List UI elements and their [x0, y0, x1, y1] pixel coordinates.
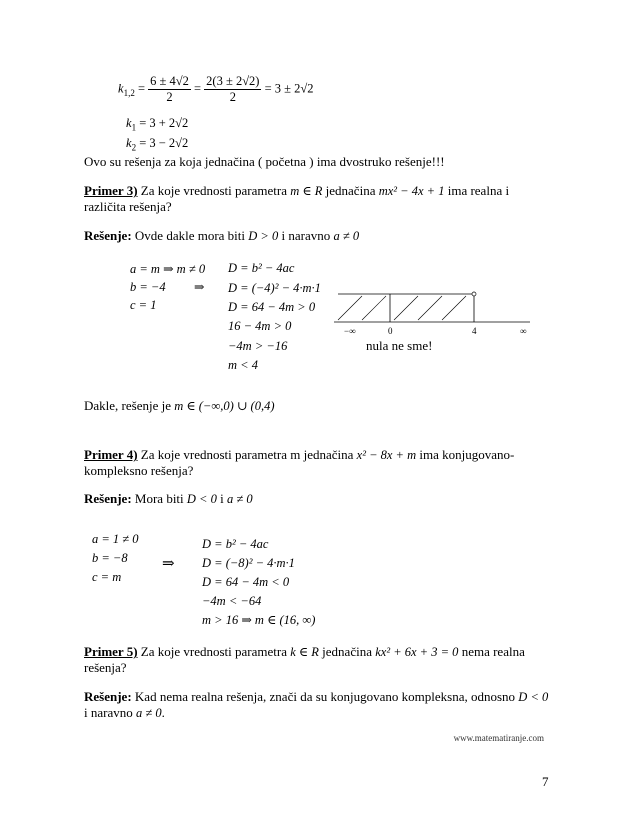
primer4-step-4: −4m < −64: [202, 594, 262, 608]
primer5-cond-d: D < 0: [518, 690, 549, 704]
k12-fraction-2-numerator: 2(3 ± 2√2): [206, 74, 260, 88]
primer4-resenje-label: Rešenje:: [84, 491, 132, 506]
primer5-label: Primer 5): [84, 644, 138, 659]
k1-symbol: k: [126, 116, 132, 130]
primer3-resenje: [84, 228, 359, 244]
k12-symbol: k: [118, 81, 124, 96]
primer3-step-6: m < 4: [228, 358, 258, 372]
k12-fraction-2-denominator: 2: [229, 90, 236, 104]
primer3-text-c: ima realna i: [447, 183, 510, 198]
label-plus-inf: ∞: [520, 326, 527, 336]
open-point-4: [472, 292, 476, 296]
primer3-and: i naravno: [281, 228, 331, 243]
k1-formula: [126, 116, 188, 133]
primer4-and: i: [220, 491, 224, 506]
primer3-conclusion: [84, 398, 275, 414]
primer3-conclusion-math: m ∈ (−∞,0) ∪ (0,4): [174, 399, 275, 413]
primer5-text-b: jednačina: [322, 644, 372, 659]
primer3-text-b: jednačina: [325, 183, 376, 198]
primer4-step-5: m > 16 ⇒ m ∈ (16, ∞): [202, 613, 316, 627]
primer3-equation: mx² − 4x + 1: [378, 184, 445, 198]
primer4-step-1: D = b² − 4ac: [202, 537, 269, 551]
conclusion-double-root: Ovo su rešenja za koja jednačina ( početna ) ima dvostruko rešenje!!!: [84, 154, 445, 169]
primer5-resenje-line2: [84, 705, 165, 721]
primer4-equation: x² − 8x + m: [356, 448, 417, 462]
k2-subscript: 2: [131, 142, 137, 153]
primer3-step-1: D = b² − 4ac: [228, 261, 295, 275]
primer3-step-3: D = 64 − 4m > 0: [228, 300, 316, 314]
k12-equals: =: [137, 81, 145, 96]
primer3-resenje-text: Ovde dakle mora biti: [134, 228, 246, 243]
primer3-question-line1: [84, 183, 509, 199]
label-four: 4: [472, 326, 477, 336]
primer5-text-c: nema realna: [461, 644, 525, 659]
k2-value: = 3 − 2√2: [139, 136, 189, 150]
footer-url: www.matematiranje.com: [453, 733, 544, 743]
number-line-diagram: [334, 286, 534, 338]
primer4-resenje: [84, 491, 253, 507]
primer5-and: i naravno: [84, 705, 133, 720]
primer3-resenje-label: Rešenje:: [84, 228, 132, 243]
primer3-param: m ∈ R: [290, 184, 323, 198]
primer5-period: .: [161, 705, 165, 720]
primer3-coef-c: c = 1: [130, 298, 157, 312]
primer4-text-a: Za koje vrednosti parametra m jednačina: [140, 447, 354, 462]
primer3-cond-d: D > 0: [248, 229, 279, 243]
primer5-question-line2: rešenja?: [84, 660, 127, 675]
k1-subscript: 1: [131, 122, 137, 133]
primer5-question-line1: [84, 644, 525, 660]
primer3-question-line2: različita rešenja?: [84, 199, 172, 214]
k12-fraction-1-denominator: 2: [166, 90, 173, 104]
primer4-question-line2: kompleksno rešenja?: [84, 463, 194, 478]
k1-value: = 3 + 2√2: [139, 116, 189, 130]
primer3-cond-a: a ≠ 0: [333, 229, 360, 243]
primer5-resenje-line1: [84, 689, 548, 705]
k12-result: = 3 ± 2√2: [264, 81, 314, 96]
k12-subscript: 1,2: [123, 87, 135, 98]
primer4-resenje-text: Mora biti: [134, 491, 184, 506]
primer3-text-a: Za koje vrednosti parametra: [140, 183, 287, 198]
primer3-step-4: 16 − 4m > 0: [228, 319, 292, 333]
hatch-lines: [338, 296, 466, 320]
primer4-coef-c: c = m: [92, 570, 122, 584]
primer5-param: k ∈ R: [290, 645, 319, 659]
k2-symbol: k: [126, 136, 132, 150]
primer4-step-3: D = 64 − 4m < 0: [202, 575, 290, 589]
primer5-text-a: Za koje vrednosti parametra: [140, 644, 287, 659]
k12-fraction-2: [204, 74, 261, 105]
primer3-label: Primer 3): [84, 183, 138, 198]
primer3-coef-a: a = m ⇒ m ≠ 0: [130, 262, 206, 276]
primer4-coef-b: b = −8: [92, 551, 128, 565]
k12-fraction-1: [148, 74, 191, 105]
k12-fraction-1-numerator: 6 ± 4√2: [150, 74, 189, 88]
primer4-cond-a: a ≠ 0: [227, 492, 253, 506]
primer5-resenje-text: Kad nema realna rešenja, znači da su konjugovano kompleksna, odnosno: [134, 689, 516, 704]
primer5-cond-a: a ≠ 0: [135, 706, 162, 720]
primer4-label: Primer 4): [84, 447, 138, 462]
primer4-text-b: ima konjugovano-: [419, 447, 515, 462]
primer4-coef-a: a = 1 ≠ 0: [92, 532, 139, 546]
primer3-conclusion-text: Dakle, rešenje je: [84, 398, 171, 413]
primer4-question-line1: [84, 447, 514, 463]
primer4-step-2: D = (−8)² − 4·m·1: [202, 556, 295, 570]
primer3-step-5: −4m > −16: [228, 339, 288, 353]
primer4-cond-d: D < 0: [186, 492, 217, 506]
primer3-coef-b: b = −4: [130, 280, 166, 294]
primer3-note: nula ne sme!: [366, 338, 433, 353]
primer4-implies-arrow: ⇒: [162, 556, 175, 572]
page-number: 7: [542, 774, 549, 789]
primer5-equation: kx² + 6x + 3 = 0: [375, 645, 459, 659]
primer3-implies-arrow: ⇒: [194, 280, 205, 294]
label-minus-inf: −∞: [344, 326, 356, 336]
primer3-step-2: D = (−4)² − 4·m·1: [228, 281, 321, 295]
k2-formula: [126, 136, 188, 153]
k12-formula: $k_{1,2}$ = $\frac{6 \pm 4√2}{2}$ = $\frac{2(3 \pm 2√2)}{2}$ = 3 ± 2√2: [118, 74, 314, 104]
label-zero: 0: [388, 326, 393, 336]
primer5-resenje-label: Rešenje:: [84, 689, 132, 704]
